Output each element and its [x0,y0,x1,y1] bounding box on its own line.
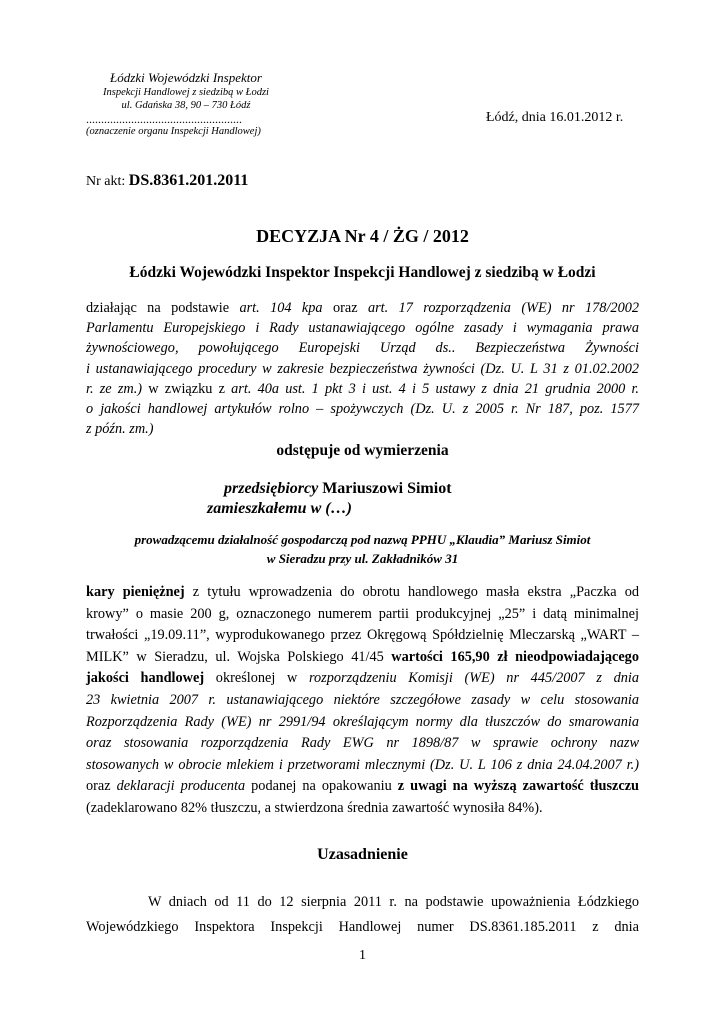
text: podanej na opakowaniu [245,778,398,795]
text: oraz [322,300,368,316]
text: art. 104 kpa [239,300,323,316]
authority-address: ul. Gdańska 38, 90 – 730 Łódź [121,100,251,111]
penalty-line [86,668,639,690]
justification-line: Wojewódzkiego Inspektora Inspekcji Handlowej numer DS.8361.185.2011 z dnia [86,919,639,935]
penalty-line: krowy” o masie 200 g, oznaczonego numerem partii produkcyjnej „25” i datą minimalnej [86,605,639,622]
justification-heading: Uzasadnienie [317,846,408,863]
case-number-value: DS.8361.201.2011 [128,172,249,189]
page-number: 1 [359,948,366,963]
text: oraz [86,778,117,795]
penalty-line: oraz stosowania rozporządzenia Rady EWG nr 1898/87 w sprawie ochrony nazw [86,735,639,752]
authority-name: Łódzki Wojewódzki Inspektor [110,70,262,85]
entrepreneur-residence: zamieszkałemu w (…) [207,500,352,517]
text: określonej w [204,670,309,687]
case-number [86,172,248,190]
text: kary pieniężnej [86,584,185,600]
penalty-line [86,647,639,669]
text: wartości 165,90 zł nieodpowiadającego [391,648,639,665]
text: rozporządzeniu Komisji (WE) nr 445/2007 z dnia [309,670,639,687]
penalty-line: Rozporządzenia Rady (WE) nr 2991/94 określającym normy dla tłuszczów do smarowania [86,713,639,730]
text: art. 17 rozporządzenia (WE) nr 178/2002 [367,300,640,316]
basis-line: z późn. zm.) [86,421,154,438]
entrepreneur-label: przedsiębiorcy [224,480,319,497]
ruling-statement: odstępuje od wymierzenia [276,442,449,459]
text: r. ze zm.) [86,380,143,397]
text: art. 40a ust. 1 pkt 3 i ust. 4 i 5 ustawy z dnia 21 grudnia 2000 r. [231,380,639,397]
basis-line [86,379,639,399]
basis-line: żywnościowego, powołującego Europejski Urząd ds.. Bezpieczeństwa Żywności [86,340,639,357]
penalty-line [86,582,639,604]
entrepreneur-name: Mariuszowi Simiot [318,480,452,497]
penalty-paragraph [86,582,639,820]
text: MILK” w Sieradzu, ul. Wojska Polskiego 41/45 [86,648,392,665]
basis-line: o jakości handlowej artykułów rolno – spożywczych (Dz. U. z 2005 r. Nr 187, poz. 1577 [86,401,639,418]
legal-basis-paragraph [86,298,639,439]
text: w związku z [142,380,232,397]
text: deklaracji producenta [116,778,246,795]
penalty-line: 23 kwietnia 2007 r. ustanawiającego niektóre szczegółowe zasady w celu stosowania [86,691,639,708]
text: jakości handlowej [86,670,205,687]
decision-title: DECYZJA Nr 4 / ŻG / 2012 [256,226,469,246]
entrepreneur-line [224,480,452,498]
place-date: Łódź, dnia 16.01.2012 r. [486,110,624,125]
text: działając na podstawie [86,300,240,316]
basis-line: Parlamentu Europejskiego i Rady ustanawiającego ogólne zasady i wymagania prawa [86,320,639,337]
signature-dots: .................................................... [86,112,242,126]
business-line-2: w Sieradzu przy ul. Zakładników 31 [266,551,459,566]
business-line-1: prowadzącemu działalność gospodarczą pod nazwą PPHU „Klaudia” Mariusz Simiot [134,532,591,547]
penalty-line [86,776,639,798]
penalty-line: stosowanych w obrocie mlekiem i przetworami mlecznymi (Dz. U. L 106 z dnia 24.04.2007 r.) [86,756,639,773]
penalty-line: (zadeklarowano 82% tłuszczu, a stwierdzona średnia zawartość wynosiła 84%). [86,799,543,816]
authority-seat: Inspekcji Handlowej z siedzibą w Łodzi [103,87,269,98]
text: z tytułu wprowadzenia do obrotu handlowego masła ekstra „Paczka od [184,584,639,600]
basis-line: i ustanawiającego procedury w zakresie bezpieczeństwa żywności (Dz. U. L 31 z 01.02.2002 [86,360,639,377]
basis-line [86,298,639,318]
justification-paragraph [86,890,639,940]
text: z uwagi na wyższą zawartość tłuszczu [397,778,639,795]
case-number-label: Nr akt: [86,174,129,189]
decision-issuer: Łódzki Wojewódzki Inspektor Inspekcji Handlowej z siedzibą w Łodzi [129,264,596,281]
organ-note: (oznaczenie organu Inspekcji Handlowej) [86,126,261,137]
penalty-line: trwałości „19.09.11”, wyprodukowanego przez Okręgową Spółdzielnię Mleczarską „WART – [86,627,639,644]
authority-header [86,70,286,112]
justification-line: W dniach od 11 do 12 sierpnia 2011 r. na podstawie upoważnienia Łódzkiego [148,894,639,910]
